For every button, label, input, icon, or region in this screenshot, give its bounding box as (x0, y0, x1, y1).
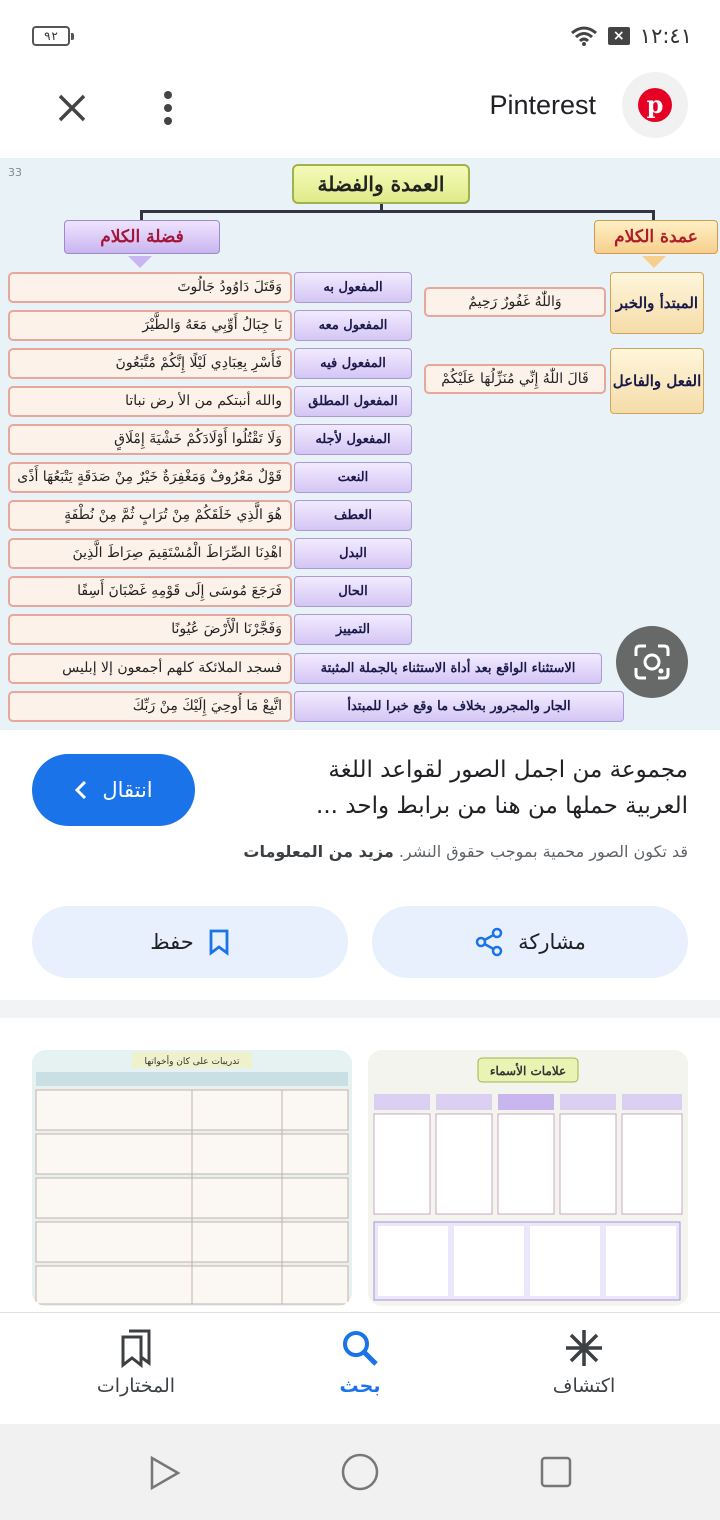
nav-collections[interactable] (56, 1327, 216, 1417)
save-label: حفظ (150, 930, 194, 954)
recents-square-icon[interactable] (538, 1454, 574, 1490)
more-options-button[interactable] (146, 84, 190, 132)
asterisk-icon (563, 1327, 605, 1369)
right-example: قَالَ اللّٰهُ إِنِّي مُنَزِّلُهَا عَلَيْكُمْ (424, 364, 606, 394)
grammar-label: العطف (294, 500, 412, 531)
example-box: وَقَتَلَ دَاوُودُ جَالُوتَ (8, 272, 292, 303)
grammar-label: المفعول لأجله (294, 424, 412, 455)
close-button[interactable] (48, 84, 96, 132)
right-example: وَاللّٰهُ غَفُورٌ رَحِيمٌ (424, 287, 606, 317)
nav-collections-label: المختارات (96, 1375, 176, 1397)
main-image[interactable] (0, 158, 720, 730)
tree-connector (140, 210, 654, 213)
related-image-thumbnail (32, 1050, 352, 1306)
more-info-link[interactable]: مزيد من المعلومات (243, 842, 394, 861)
status-icons (570, 22, 692, 50)
copyright-text: قد تكون الصور محمية بموجب حقوق النشر. (398, 842, 688, 861)
source-title[interactable]: Pinterest (489, 90, 596, 120)
related-title: تدريبات على كان وأخواتها (144, 1057, 240, 1067)
related-image-thumbnail (368, 1050, 688, 1306)
example-box: اتَّبِعْ مَا أُوحِيَ إِلَيْكَ مِنْ رَبِّكَ (8, 691, 292, 722)
example-box: هُوَ الَّذِي خَلَقَكُمْ مِنْ تُرَابٍ ثُمَّ مِنْ نُطْفَةٍ (8, 500, 292, 531)
battery-indicator: ٩٢ (32, 26, 70, 46)
page-number: 33 (8, 166, 22, 179)
grammar-label: الحال (294, 576, 412, 607)
right-header: عمدة الكلام (594, 220, 718, 254)
nav-discover[interactable] (504, 1327, 664, 1417)
bottom-navigation (0, 1312, 720, 1424)
nav-search[interactable] (280, 1327, 440, 1417)
status-time: ١٢:٤١ (639, 24, 692, 48)
grammar-label: الاستثناء الواقع بعد أداة الاستثناء بالجملة المثبتة (294, 653, 602, 684)
chevron-left-icon (74, 780, 88, 800)
save-button[interactable] (32, 906, 348, 978)
system-navigation (0, 1424, 720, 1520)
image-description: مجموعة من اجمل الصور لقواعد اللغة العربية حملها من هنا من برابط واحد ... (316, 757, 688, 819)
grammar-label: المفعول المطلق (294, 386, 412, 417)
visit-label: انتقال (102, 778, 153, 802)
more-vertical-icon (163, 91, 173, 125)
arrow-down-icon (642, 256, 666, 268)
grammar-label: المفعول فيه (294, 348, 412, 379)
no-sim-icon: × (608, 27, 630, 45)
left-header: فضلة الكلام (64, 220, 220, 254)
search-icon (339, 1327, 381, 1369)
arrow-down-icon (128, 256, 152, 268)
home-circle-icon[interactable] (340, 1452, 380, 1492)
example-box: فَأَسْرِ بِعِبَادِي لَيْلًا إِنَّكُمْ مُتَّبَعُونَ (8, 348, 292, 379)
grammar-label: المفعول به (294, 272, 412, 303)
app-bar (0, 72, 720, 158)
example-box: والله أنبتكم من الأ رض نباتا (8, 386, 292, 417)
wifi-icon (570, 25, 598, 47)
right-label: الفعل والفاعل (610, 348, 704, 414)
status-bar (0, 0, 720, 72)
share-button[interactable] (372, 906, 688, 978)
grammar-label: البدل (294, 538, 412, 569)
example-box: وَفَجَّرْنَا الْأَرْضَ عُيُونًا (8, 614, 292, 645)
diagram-title: العمدة والفضلة (292, 164, 470, 204)
related-image[interactable] (368, 1050, 688, 1306)
share-icon (474, 927, 504, 957)
section-divider (0, 1000, 720, 1018)
example-box: فَرَجَعَ مُوسَى إِلَى قَوْمِهِ غَضْبَانَ أَسِفًا (8, 576, 292, 607)
lens-icon (632, 642, 672, 682)
pinterest-logo[interactable] (622, 72, 688, 138)
grammar-label: المفعول معه (294, 310, 412, 341)
back-triangle-icon[interactable] (146, 1454, 182, 1492)
collections-icon (115, 1327, 157, 1369)
example-box: اهْدِنَا الصِّرَاطَ الْمُسْتَقِيمَ صِرَاطَ الَّذِينَ (8, 538, 292, 569)
example-box: يَا جِبَالُ أَوِّبِي مَعَهُ وَالطَّيْرَ (8, 310, 292, 341)
visit-button[interactable] (32, 754, 195, 826)
grammar-label: التمييز (294, 614, 412, 645)
example-box: قَوْلٌ مَعْرُوفٌ وَمَغْفِرَةٌ خَيْرٌ مِنْ صَدَقَةٍ يَتْبَعُهَا أَذًى (8, 462, 292, 493)
bookmark-icon (208, 928, 230, 956)
copyright-notice (28, 842, 688, 861)
example-box: وَلَا تَقْتُلُوا أَوْلَادَكُمْ خَشْيَةَ إِمْلَاقٍ (8, 424, 292, 455)
visual-search-button[interactable] (616, 626, 688, 698)
share-label: مشاركة (518, 930, 586, 954)
grammar-label: الجار والمجرور بخلاف ما وقع خبرا للمبتدأ (294, 691, 624, 722)
related-image[interactable] (32, 1050, 352, 1306)
close-icon (57, 93, 87, 123)
grammar-label: النعت (294, 462, 412, 493)
right-label: المبتدأ والخبر (610, 272, 704, 334)
nav-discover-label: اكتشاف (552, 1375, 616, 1397)
example-box: فسجد الملائكة كلهم أجمعون إلا إبليس (8, 653, 292, 684)
related-title: علامات الأسماء (489, 1064, 567, 1078)
nav-search-label: بحث (339, 1375, 381, 1397)
pinterest-icon: p (638, 88, 672, 122)
